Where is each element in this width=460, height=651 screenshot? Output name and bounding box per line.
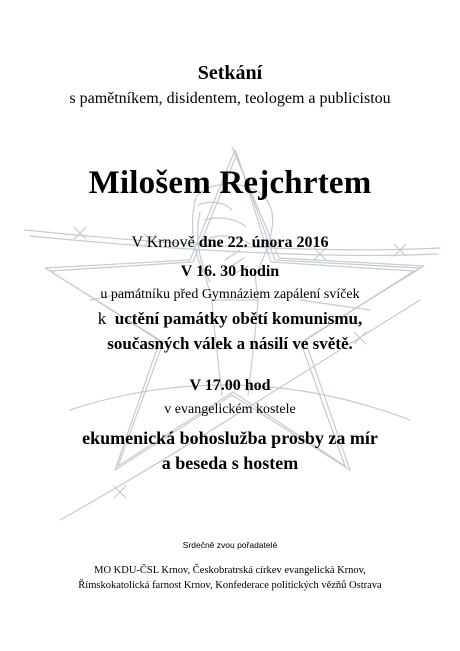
first-location: u památníku před Gymnáziem zapálení svíček	[100, 287, 360, 302]
first-time: V 16. 30 hodin	[180, 263, 280, 280]
organizers-line1: MO KDU-ČSL Krnov, Českobratrská církev evangelická Krnov,	[94, 565, 366, 576]
place-and-date	[0, 234, 460, 252]
first-purpose-line2: současných válek a násilí ve světě.	[107, 334, 353, 353]
second-time: V 17.00 hod	[189, 377, 271, 394]
first-purpose-line1	[0, 309, 460, 329]
guest-name: Milošem Rejchrtem	[88, 165, 372, 201]
first-purpose-prefix: k	[97, 309, 107, 328]
second-event-line2: a beseda s hostem	[161, 453, 299, 473]
first-purpose-text: uctění památky obětí komunismu,	[114, 309, 363, 328]
organizers-line2: Římskokatolická farnost Krnov, Konfederace politických vězňů Ostrava	[78, 580, 382, 591]
second-event-line1: ekumenická bohoslužba prosby za mír	[82, 428, 378, 448]
second-location: v evangelickém kostele	[164, 402, 296, 417]
poster-subtitle: s pamětníkem, disidentem, teologem a publicistou	[69, 90, 391, 107]
poster-title: Setkání	[197, 62, 263, 84]
invitation: Srdečně zvou pořadatelé	[182, 540, 278, 550]
place: V Krnově	[131, 234, 195, 251]
date: dne 22. února 2016	[198, 234, 329, 251]
